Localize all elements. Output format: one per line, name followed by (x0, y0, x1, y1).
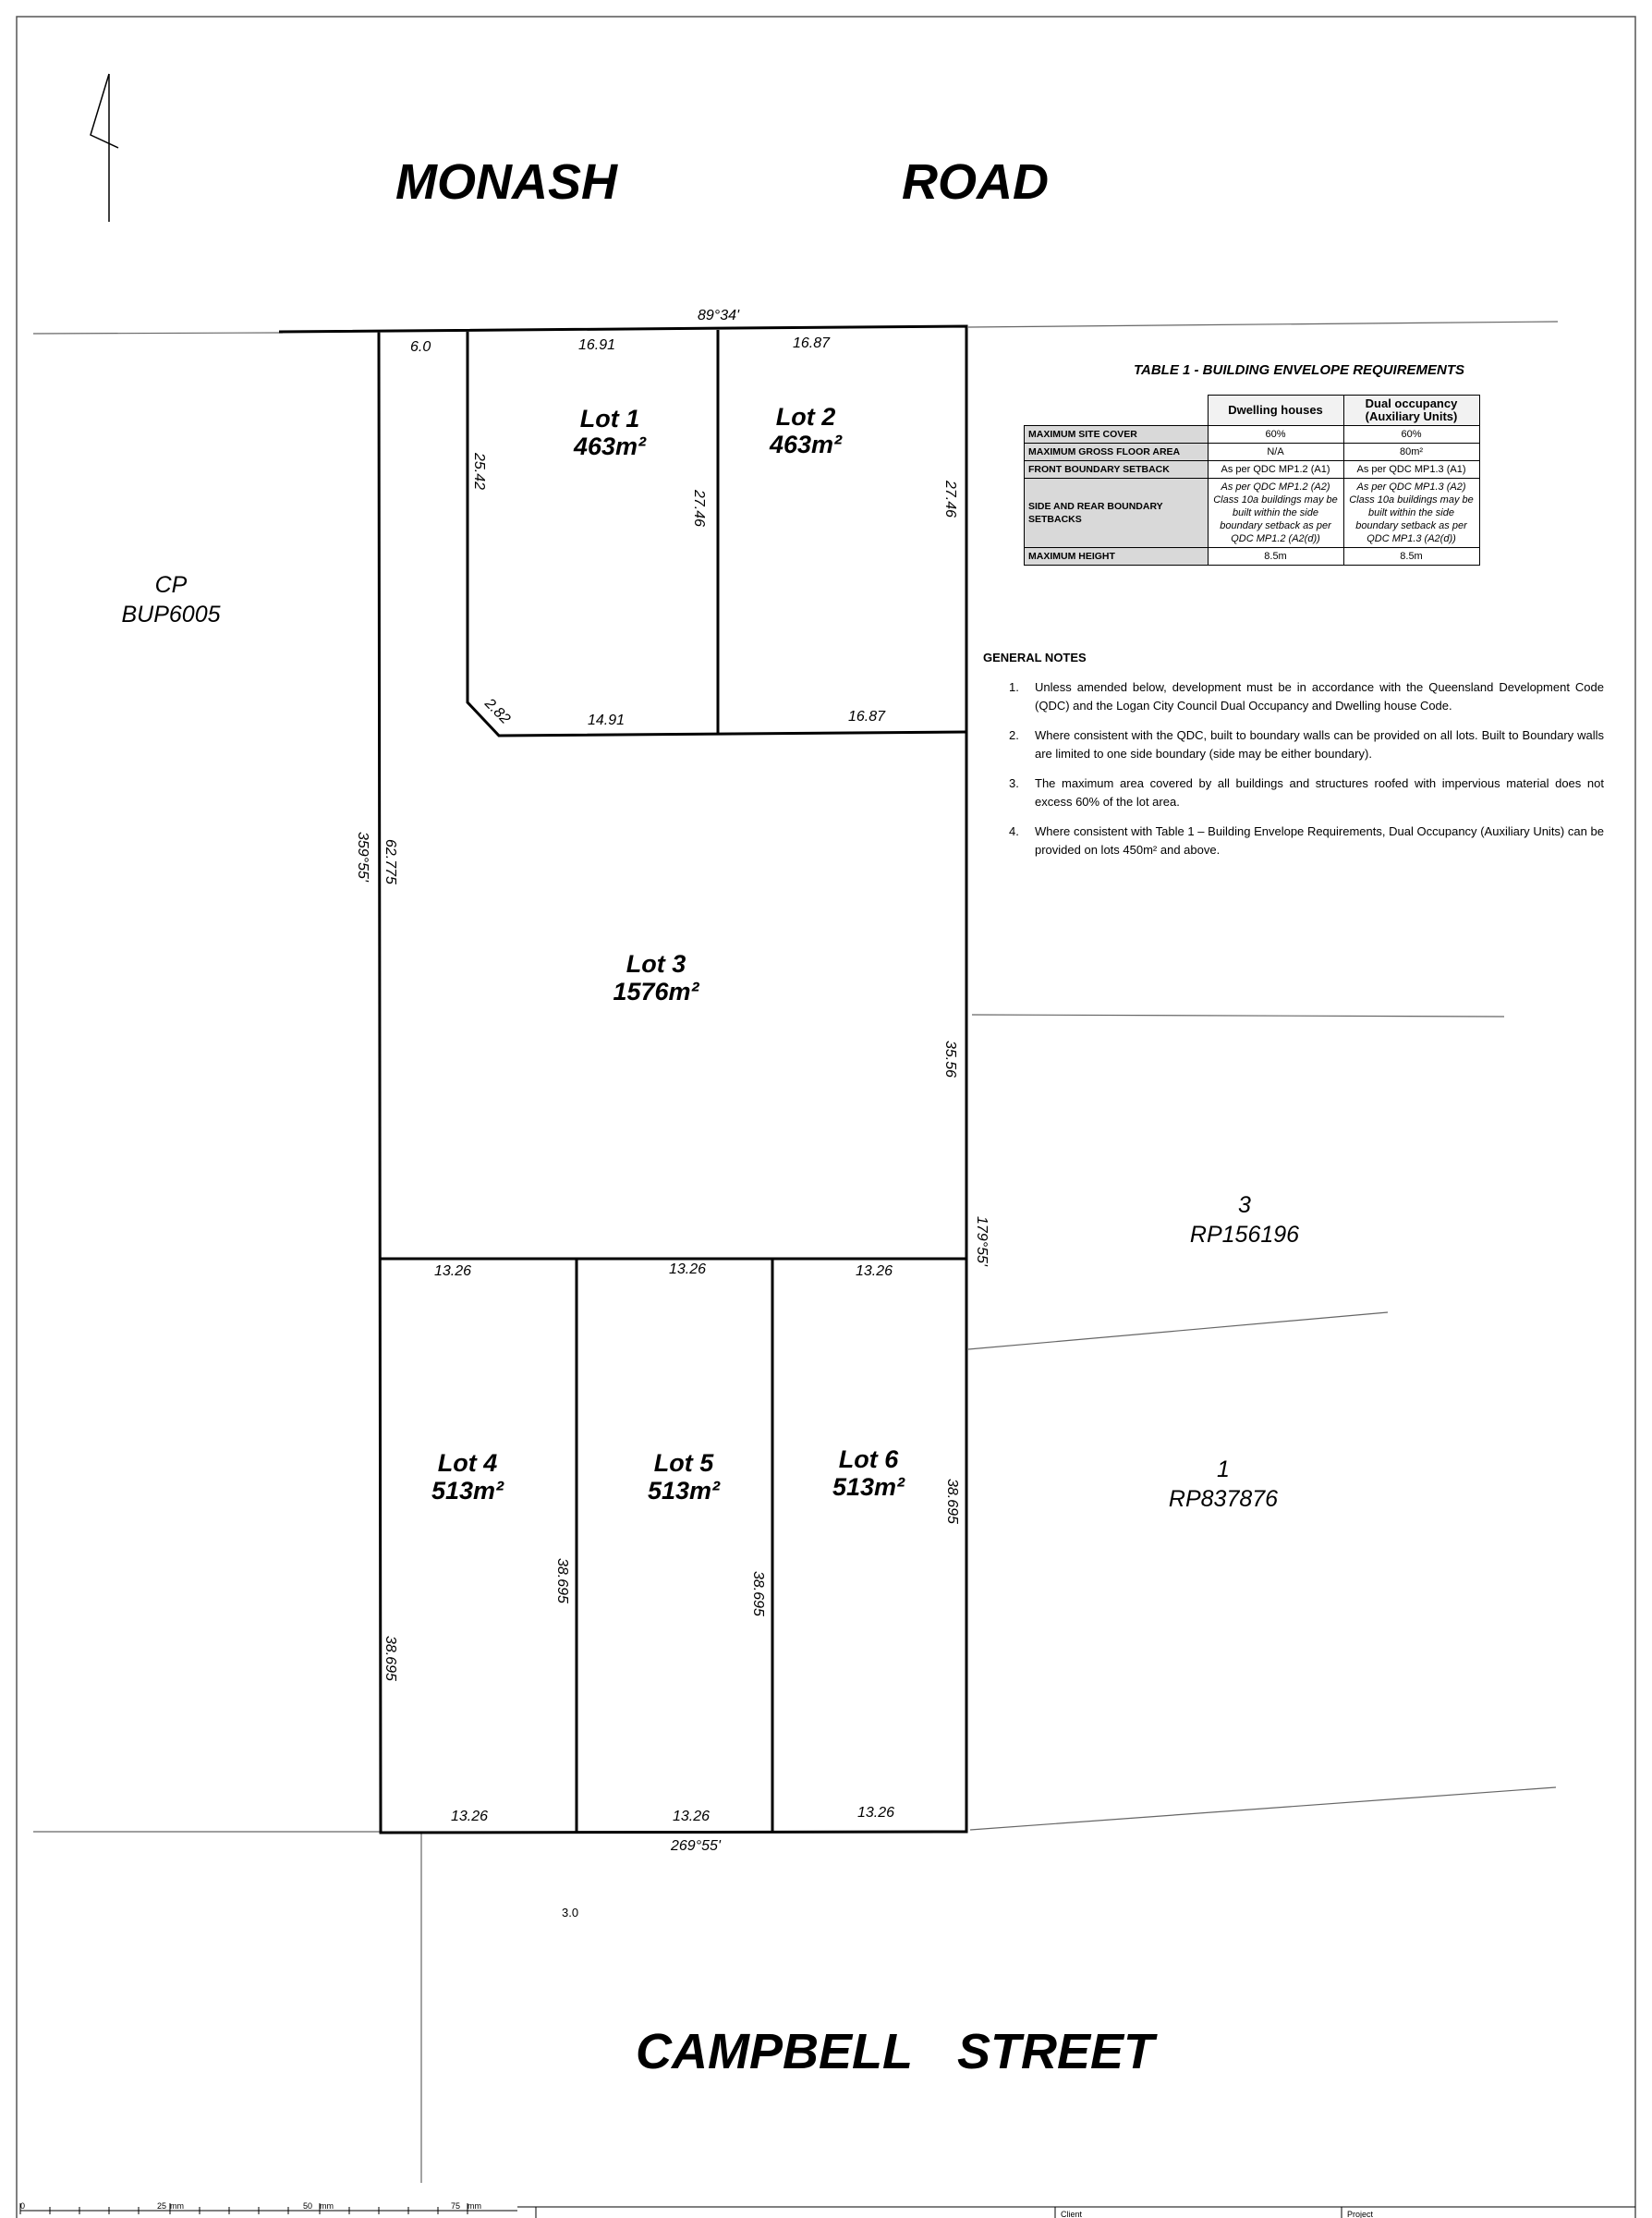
note-text: Where consistent with Table 1 – Building Envelope Requirements, Dual Occupancy (Auxiliary Units) can be provided on lots 450m² and above. (1035, 824, 1604, 857)
scale-zero: 0 (20, 2201, 26, 2211)
dim-west-length: 62.775 (383, 839, 398, 884)
dim-lot2-south: 16.87 (848, 709, 886, 725)
note-number: 4. (1009, 824, 1019, 838)
dim-lot1-west: 25.42 (471, 453, 487, 491)
note-text: Unless amended below, development must be in accordance with the Queensland Development Code (QDC) and the Logan City Council Dual Occupancy and Dwelling house Code. (1035, 680, 1604, 713)
dim-north-bearing: 89°34' (698, 308, 740, 323)
scale-50: 50 (303, 2201, 313, 2211)
neighbour-west-plan: BUP6005 (121, 602, 221, 628)
lot-6-name: Lot 6 (838, 1445, 899, 1473)
lot-5-area: 513m² (647, 1477, 721, 1505)
dim-lot4-south: 13.26 (451, 1809, 489, 1824)
scale-25-unit: mm (170, 2201, 184, 2211)
table-cell: 8.5m (1343, 548, 1479, 566)
dim-east-bearing: 179°55' (974, 1216, 990, 1266)
table-cell: As per QDC MP1.2 (A2) Class 10a buildings may be built within the side boundary setback as per QDC MP1.2 (A2(d)) (1208, 479, 1343, 548)
dim-lot5-north: 13.26 (669, 1261, 707, 1277)
note-number: 3. (1009, 776, 1019, 790)
table-cell: N/A (1208, 444, 1343, 461)
table-corner (1025, 396, 1209, 426)
requirements-panel (983, 353, 1643, 896)
table-cell: As per QDC MP1.3 (A2) Class 10a buildings may be built within the side boundary setback as per QDC MP1.3 (A2(d)) (1343, 479, 1479, 548)
table-row-label: MAXIMUM HEIGHT (1025, 548, 1209, 566)
title-block-project: Project (1347, 2210, 1374, 2218)
table-cell: As per QDC MP1.2 (A1) (1208, 461, 1343, 479)
note-text: The maximum area covered by all buildings and structures roofed with impervious material does not excess 60% of the lot area. (1035, 776, 1604, 809)
note-text: Where consistent with the QDC, built to boundary walls can be provided on all lots. Built to Boundary walls are limited to one side boundary (side may be either boundary). (1035, 728, 1604, 761)
table-cell: 60% (1208, 426, 1343, 444)
table-row (1025, 548, 1480, 566)
table-row-label: SIDE AND REAR BOUNDARY SETBACKS (1025, 479, 1209, 548)
dim-lot2-east: 27.46 (942, 481, 958, 518)
table-cell: 60% (1343, 426, 1479, 444)
dim-lot1-east: 27.46 (691, 490, 707, 528)
table-row (1025, 426, 1480, 444)
dim-lot5-east: 38.695 (750, 1571, 766, 1616)
dim-lot4-east: 38.695 (554, 1558, 570, 1603)
table-row-label: FRONT BOUNDARY SETBACK (1025, 461, 1209, 479)
dim-lot6-south: 13.26 (857, 1805, 895, 1821)
general-notes-list (985, 678, 1604, 871)
table-col-dual: Dual occupancy (Auxiliary Units) (1343, 396, 1479, 426)
dim-lot4-north: 13.26 (434, 1263, 472, 1279)
lot-2-name: Lot 2 (775, 403, 836, 431)
scale-25: 25 (157, 2201, 167, 2211)
neighbour-east-lower-lot: 1 (1217, 1456, 1230, 1482)
table-row (1025, 479, 1480, 548)
dim-lot2-north: 16.87 (793, 335, 831, 351)
scale-50-unit: mm (320, 2201, 334, 2211)
neighbour-east-upper-plan: RP156196 (1189, 1222, 1300, 1248)
dim-lot5-south: 13.26 (673, 1809, 711, 1824)
list-item (985, 678, 1604, 715)
dim-lot6-north: 13.26 (856, 1263, 893, 1279)
scale-bar (20, 2203, 1635, 2218)
road-name-street: STREET (957, 2024, 1155, 2079)
neighbour-east-upper-lot: 3 (1238, 1192, 1251, 1218)
road-name-road: ROAD (902, 154, 1049, 210)
title-block-client: Client (1061, 2210, 1083, 2218)
north-arrow-icon (91, 74, 118, 222)
dim-lot1-corner: 2.82 (481, 695, 514, 727)
building-envelope-table (1024, 395, 1480, 566)
dim-lot6-east: 38.695 (944, 1479, 960, 1524)
dim-south-bearing: 269°55' (671, 1838, 721, 1854)
dim-lot1-south: 14.91 (588, 713, 626, 728)
neighbour-west-label: CP (154, 572, 188, 598)
note-number: 2. (1009, 728, 1019, 742)
table-row-label: MAXIMUM SITE COVER (1025, 426, 1209, 444)
general-notes-title: GENERAL NOTES (983, 651, 1087, 664)
lot-1-name: Lot 1 (579, 405, 640, 433)
table-row (1025, 461, 1480, 479)
dim-truncation: 3.0 (562, 1906, 579, 1919)
dim-access-width: 6.0 (410, 339, 431, 355)
scale-75: 75 (451, 2201, 461, 2211)
lot-boundaries (279, 326, 966, 1833)
dim-lot3-east: 35.56 (942, 1041, 958, 1079)
dim-lot1-north: 16.91 (578, 337, 616, 353)
road-name-campbell: CAMPBELL (636, 2024, 913, 2079)
scale-75-unit: mm (468, 2201, 481, 2211)
lot-1-area: 463m² (573, 433, 647, 460)
table-title: TABLE 1 - BUILDING ENVELOPE REQUIREMENTS (1133, 362, 1465, 378)
table-cell: 8.5m (1208, 548, 1343, 566)
table-col-dwelling: Dwelling houses (1208, 396, 1343, 426)
note-number: 1. (1009, 680, 1019, 694)
dim-west-bearing: 359°55' (355, 832, 370, 882)
lot-3-area: 1576m² (613, 978, 699, 1005)
lot-3-name: Lot 3 (626, 950, 686, 978)
table-cell: 80m² (1343, 444, 1479, 461)
lot-5-name: Lot 5 (653, 1449, 714, 1477)
lot-2-area: 463m² (769, 431, 843, 458)
list-item (985, 774, 1604, 811)
lot-4-name: Lot 4 (437, 1449, 498, 1477)
table-row-label: MAXIMUM GROSS FLOOR AREA (1025, 444, 1209, 461)
table-row (1025, 444, 1480, 461)
dim-lot4-west: 38.695 (383, 1636, 398, 1681)
list-item (985, 823, 1604, 859)
neighbour-east-lower-plan: RP837876 (1168, 1486, 1279, 1512)
lot-6-area: 513m² (832, 1473, 905, 1501)
list-item (985, 726, 1604, 763)
road-name-monash: MONASH (395, 154, 617, 210)
table-cell: As per QDC MP1.3 (A1) (1343, 461, 1479, 479)
lot-4-area: 513m² (431, 1477, 504, 1505)
